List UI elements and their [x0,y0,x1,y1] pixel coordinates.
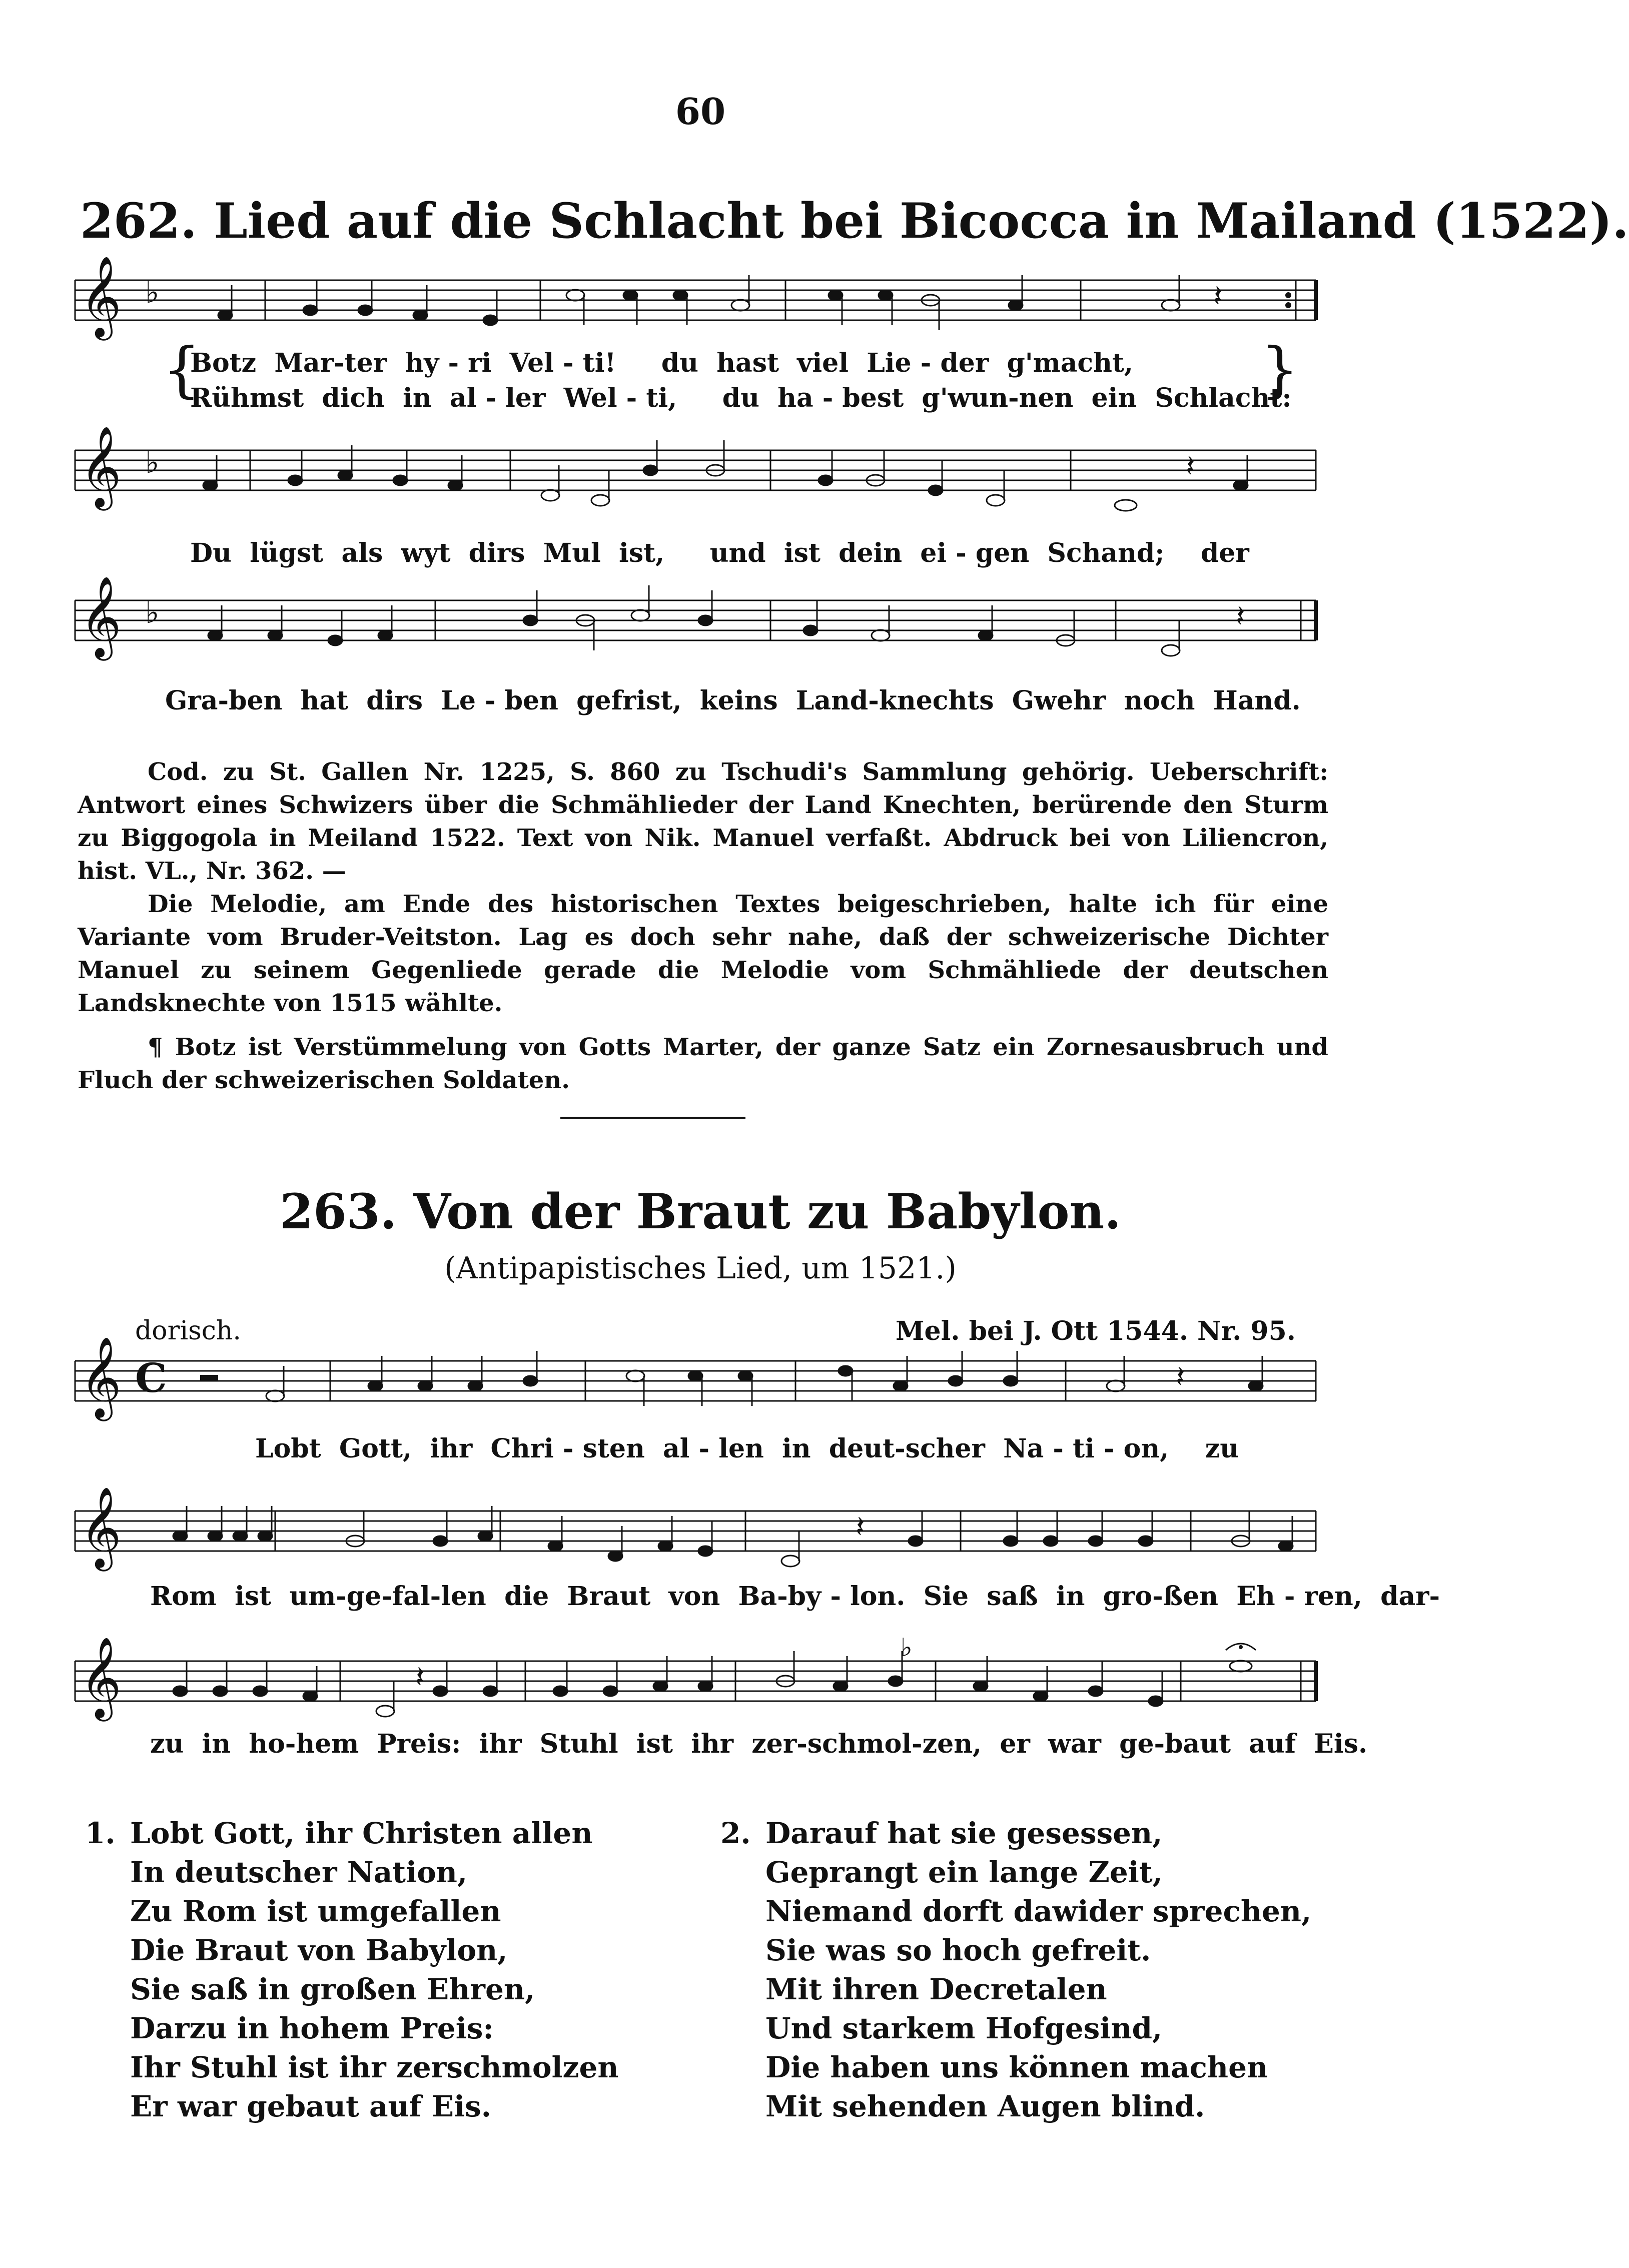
commentary-262 [78,755,1328,1097]
svg-text:𝄽: 𝄽 [415,1660,425,1695]
svg-text:♭: ♭ [145,595,160,630]
staff-262-1 [75,256,1326,355]
song-263-mode: dorisch. [135,1316,241,1346]
svg-text:𝄽: 𝄽 [1213,279,1223,314]
commentary-paragraph: Cod. zu St. Gallen Nr. 1225, S. 860 zu Tschudi's Sammlung gehörig. Ueberschrift: Antwort eines Schwizers über die Schmählieder der Land Knechten, berürende den Sturm zu Biggogola in Meiland 1522. Text von Nik. Manuel verfaßt. Abdruck bei von Liliencron, hist. VL., Nr. 362. — [78,758,1328,885]
stanza-line: Sie was so hoch gefreit. [765,1933,1151,1967]
svg-text:𝄽: 𝄽 [856,1509,865,1545]
svg-text:♭: ♭ [145,445,160,480]
staff-263-3 [75,1633,1326,1736]
stanza-line: Darauf hat sie gesessen, [765,1816,1163,1850]
svg-text:𝄞: 𝄞 [80,576,122,657]
stanza-line: Mit ihren Decretalen [765,1972,1107,2006]
svg-text:𝄽: 𝄽 [1236,599,1245,634]
page-number: 60 [675,90,726,133]
section-separator [560,1117,745,1119]
staff-262-3 [75,576,1326,675]
stanza-line: Ihr Stuhl ist ihr zerschmolzen [130,2050,619,2084]
commentary-footnote: ¶ Botz ist Verstümmelung von Gotts Marter, der ganze Satz ein Zornesausbruch und Fluch der schweizerischen Soldaten. [78,1033,1328,1094]
stanza-line: Sie saß in großen Ehren, [130,1972,535,2006]
staff-263-1 [75,1336,1326,1436]
svg-text:𝄞: 𝄞 [80,256,122,337]
svg-text:𝄽: 𝄽 [1176,1359,1185,1394]
stanza-line: Die haben uns können machen [765,2050,1268,2084]
song-263-subtitle: (Antipapistisches Lied, um 1521.) [444,1251,957,1286]
song-262-title: 262. Lied auf die Schlacht bei Bicocca in Mailand (1522). [80,193,1629,249]
brace-left: { [163,335,201,405]
staff-262-2 [75,426,1326,525]
svg-text:♭: ♭ [145,275,160,310]
stanza-line: Er war gebaut auf Eis. [130,2089,491,2123]
svg-text:C: C [135,1354,167,1401]
stanza-line: Mit sehenden Augen blind. [765,2089,1205,2123]
stanza-line: Geprangt ein lange Zeit, [765,1855,1163,1889]
stanza-line: Darzu in hohem Preis: [130,2011,494,2045]
song-263-source: Mel. bei J. Ott 1544. Nr. 95. [896,1316,1296,1346]
stanza-line: In deutscher Nation, [130,1855,468,1889]
svg-text:𝄞: 𝄞 [80,1637,122,1718]
svg-text:𝄞: 𝄞 [80,426,122,507]
stanza-number: 1. [85,1816,116,1850]
stanza-2 [720,1814,1311,2126]
staff-263-2 [75,1486,1326,1586]
stanza-line: Lobt Gott, ihr Christen allen [130,1816,593,1850]
stanza-1 [85,1814,619,2126]
svg-text:𝄞: 𝄞 [80,1336,122,1418]
brace-right: } [1261,335,1299,405]
svg-text:𝄽: 𝄽 [1186,449,1195,484]
svg-text:𝄞: 𝄞 [80,1486,122,1568]
stanza-line: Die Braut von Babylon, [130,1933,508,1967]
stanza-line: Und starkem Hofgesind, [765,2011,1163,2045]
stanza-line: Niemand dorft dawider sprechen, [765,1894,1312,1928]
svg-text:♭: ♭ [901,1633,913,1662]
stanza-number: 2. [720,1816,751,1850]
commentary-paragraph: Die Melodie, am Ende des historischen Textes beigeschrieben, halte ich für eine Variante vom Bruder-Veitston. Lag es doch sehr nahe, daß der schweizerische Dichter Manuel zu seinem Gegenliede gerade die Melodie vom Schmähliede der deutschen Landsknechte von 1515 wählte. [78,890,1328,1017]
song-263-title: 263. Von der Braut zu Babylon. [280,1183,1121,1240]
stanza-line: Zu Rom ist umgefallen [130,1894,501,1928]
